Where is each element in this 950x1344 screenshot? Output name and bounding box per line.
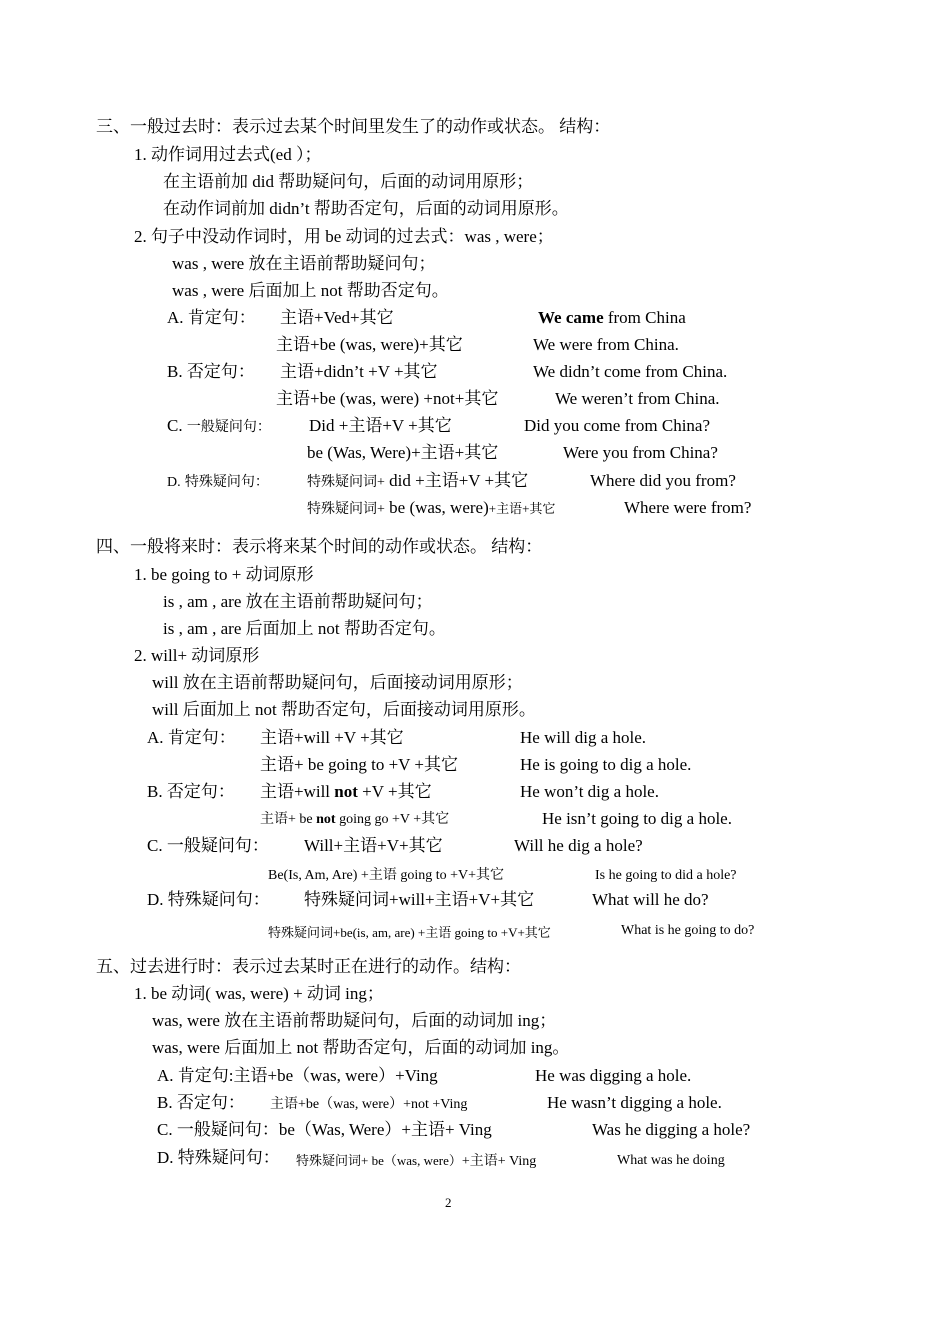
formula: 特殊疑问词+ be (was, were)+主语+其它 bbox=[307, 498, 556, 517]
example-sentence: He wasn’t digging a hole. bbox=[547, 1093, 722, 1112]
rule-detail: was , were 放在主语前帮助疑问句； bbox=[172, 254, 436, 273]
rule-detail: is , am , are 放在主语前帮助疑问句； bbox=[163, 592, 433, 611]
formula: 主语+ be not going go +V +其它 bbox=[260, 812, 450, 827]
example-sentence: Was he digging a hole? bbox=[592, 1120, 751, 1139]
rule-item: 1. be going to + 动词原形 bbox=[134, 565, 314, 584]
formula: C. 一般疑问句：be（Was, Were）+主语+ Ving bbox=[157, 1120, 492, 1139]
rule-item: 2. will+ 动词原形 bbox=[134, 646, 260, 665]
example-sentence: We didn’t come from China. bbox=[533, 362, 728, 381]
rule-detail: 在主语前加 did 帮助疑问句，后面的动词用原形； bbox=[163, 172, 534, 191]
formula: 主语+be（was, were）+not +Ving bbox=[270, 1097, 468, 1112]
formula: Be(Is, Am, Are) +主语 going to +V+其它 bbox=[268, 868, 505, 883]
sentence-type-label: C. 一般疑问句： bbox=[147, 836, 269, 855]
rule-item: 1. be 动词( was, were) + 动词 ing； bbox=[134, 984, 384, 1003]
rule-detail: 在动作词前加 didn’t 帮助否定句，后面的动词用原形。 bbox=[163, 199, 569, 218]
formula: Will+主语+V+其它 bbox=[304, 836, 443, 855]
example-sentence: He won’t dig a hole. bbox=[520, 782, 659, 801]
sentence-type-label: B. 否定句： bbox=[147, 782, 235, 801]
page-number: 2 bbox=[445, 1195, 452, 1210]
rule-detail: is , am , are 后面加上 not 帮助否定句。 bbox=[163, 619, 446, 638]
formula: 主语+will +V +其它 bbox=[260, 728, 404, 747]
formula: 特殊疑问词+ be（was, were）+主语+ Ving bbox=[296, 1153, 537, 1169]
formula: be (Was, Were)+主语+其它 bbox=[307, 443, 499, 462]
sentence-type-label: D. 特殊疑问句： bbox=[157, 1148, 280, 1167]
formula: 特殊疑问词+be(is, am, are) +主语 going to +V+其它 bbox=[268, 925, 551, 940]
section-heading: 四、一般将来时：表示将来某个时间的动作或状态。 结构： bbox=[96, 537, 543, 556]
rule-detail: was, were 后面加上 not 帮助否定句，后面的动词加 ing。 bbox=[152, 1038, 570, 1057]
formula: A. 肯定句:主语+be（was, were）+Ving bbox=[157, 1066, 438, 1085]
sentence-type-label: D. 特殊疑问句： bbox=[167, 475, 269, 490]
example-sentence: What will he do? bbox=[592, 890, 709, 909]
rule-item: 1. 动作词用过去式(ed ）； bbox=[134, 145, 322, 164]
sentence-type-label: B. 否定句： bbox=[157, 1093, 245, 1112]
formula: 主语+Ved+其它 bbox=[280, 308, 394, 327]
example-sentence: What was he doing bbox=[617, 1153, 725, 1168]
formula: 特殊疑问词+ did +主语+V +其它 bbox=[307, 471, 529, 490]
sentence-type-label: B. 否定句： bbox=[167, 362, 255, 381]
formula: Did +主语+V +其它 bbox=[309, 416, 452, 435]
formula: 特殊疑问词+will+主语+V+其它 bbox=[304, 890, 535, 909]
example-sentence: Will he dig a hole? bbox=[514, 836, 643, 855]
rule-detail: will 后面加上 not 帮助否定句，后面接动词用原形。 bbox=[152, 700, 536, 719]
section-heading: 三、一般过去时：表示过去某个时间里发生了的动作或状态。 结构： bbox=[96, 117, 611, 136]
formula: 主语+will not +V +其它 bbox=[260, 782, 432, 801]
example-sentence: Where were from? bbox=[624, 498, 752, 517]
rule-detail: was , were 后面加上 not 帮助否定句。 bbox=[172, 281, 449, 300]
example-sentence: He was digging a hole. bbox=[535, 1066, 692, 1085]
sentence-type-label: D. 特殊疑问句： bbox=[147, 890, 270, 909]
rule-item: 2. 句子中没动作词时，用 be 动词的过去式：was , were； bbox=[134, 227, 554, 246]
example-sentence: He isn’t going to dig a hole. bbox=[542, 809, 732, 828]
example-sentence: He will dig a hole. bbox=[520, 728, 647, 747]
example-sentence: Did you come from China? bbox=[524, 416, 711, 435]
rule-detail: was, were 放在主语前帮助疑问句，后面的动词加 ing； bbox=[152, 1011, 557, 1030]
sentence-type-label: A. 肯定句： bbox=[147, 728, 236, 747]
formula: 主语+ be going to +V +其它 bbox=[260, 755, 458, 774]
rule-detail: will 放在主语前帮助疑问句，后面接动词用原形； bbox=[152, 673, 523, 692]
example-sentence: We came from China bbox=[538, 308, 686, 327]
sentence-type-label: A. 肯定句： bbox=[167, 308, 256, 327]
formula: 主语+be (was, were) +not+其它 bbox=[276, 389, 499, 408]
example-sentence: Is he going to did a hole? bbox=[595, 868, 737, 883]
formula: 主语+didn’t +V +其它 bbox=[280, 362, 438, 381]
section-heading: 五、过去进行时：表示过去某时正在进行的动作。结构： bbox=[96, 957, 521, 976]
example-sentence: We weren’t from China. bbox=[555, 389, 720, 408]
sentence-type-label: C. 一般疑问句： bbox=[167, 416, 271, 435]
formula: 主语+be (was, were)+其它 bbox=[276, 335, 463, 354]
example-sentence: Where did you from? bbox=[590, 471, 736, 490]
example-sentence: He is going to dig a hole. bbox=[520, 755, 692, 774]
example-sentence: We were from China. bbox=[533, 335, 679, 354]
example-sentence: Were you from China? bbox=[563, 443, 718, 462]
example-sentence: What is he going to do? bbox=[621, 923, 755, 938]
